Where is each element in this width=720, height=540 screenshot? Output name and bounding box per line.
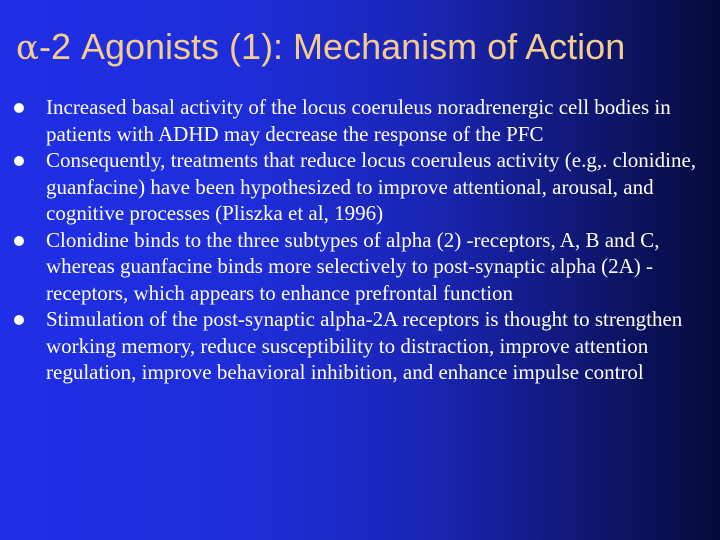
bullet-dot-icon (14, 156, 24, 166)
alpha-symbol: α (16, 28, 39, 68)
bullet-item (0, 147, 720, 227)
bullet-text: Increased basal activity of the locus coeruleus noradrenergic cell bodies in patients with ADHD may decrease the response of the PFC (46, 95, 671, 146)
bullet-dot-icon (14, 103, 24, 113)
bullet-text: Consequently, treatments that reduce locus coeruleus activity (e.g,. clonidine, guanfacine) have been hypothesized to improve attentional, arousal, and cognitive processes (Pliszka et al, 1996) (46, 148, 697, 225)
slide-title (16, 24, 716, 71)
bullet-item (0, 306, 720, 386)
bullet-dot-icon (14, 236, 24, 246)
bullet-dot-icon (14, 315, 24, 325)
bullet-text: Clonidine binds to the three subtypes of alpha (2) -receptors, A, B and C, whereas guanfacine binds more selectively to post-synaptic alpha (2A) - receptors, which appears to enhance prefrontal function (46, 227, 660, 305)
title-text: -2 Agonists (1): Mechanism of Action (38, 26, 626, 67)
bullet-item (0, 94, 720, 147)
bullet-text: Stimulation of the post-synaptic alpha-2A receptors is thought to strengthen working memory, reduce susceptibility to distraction, improve attention regulation, improve behavioral inhibition, and enhance impulse control (46, 307, 683, 384)
bullet-list (0, 94, 720, 386)
bullet-item (0, 227, 720, 307)
